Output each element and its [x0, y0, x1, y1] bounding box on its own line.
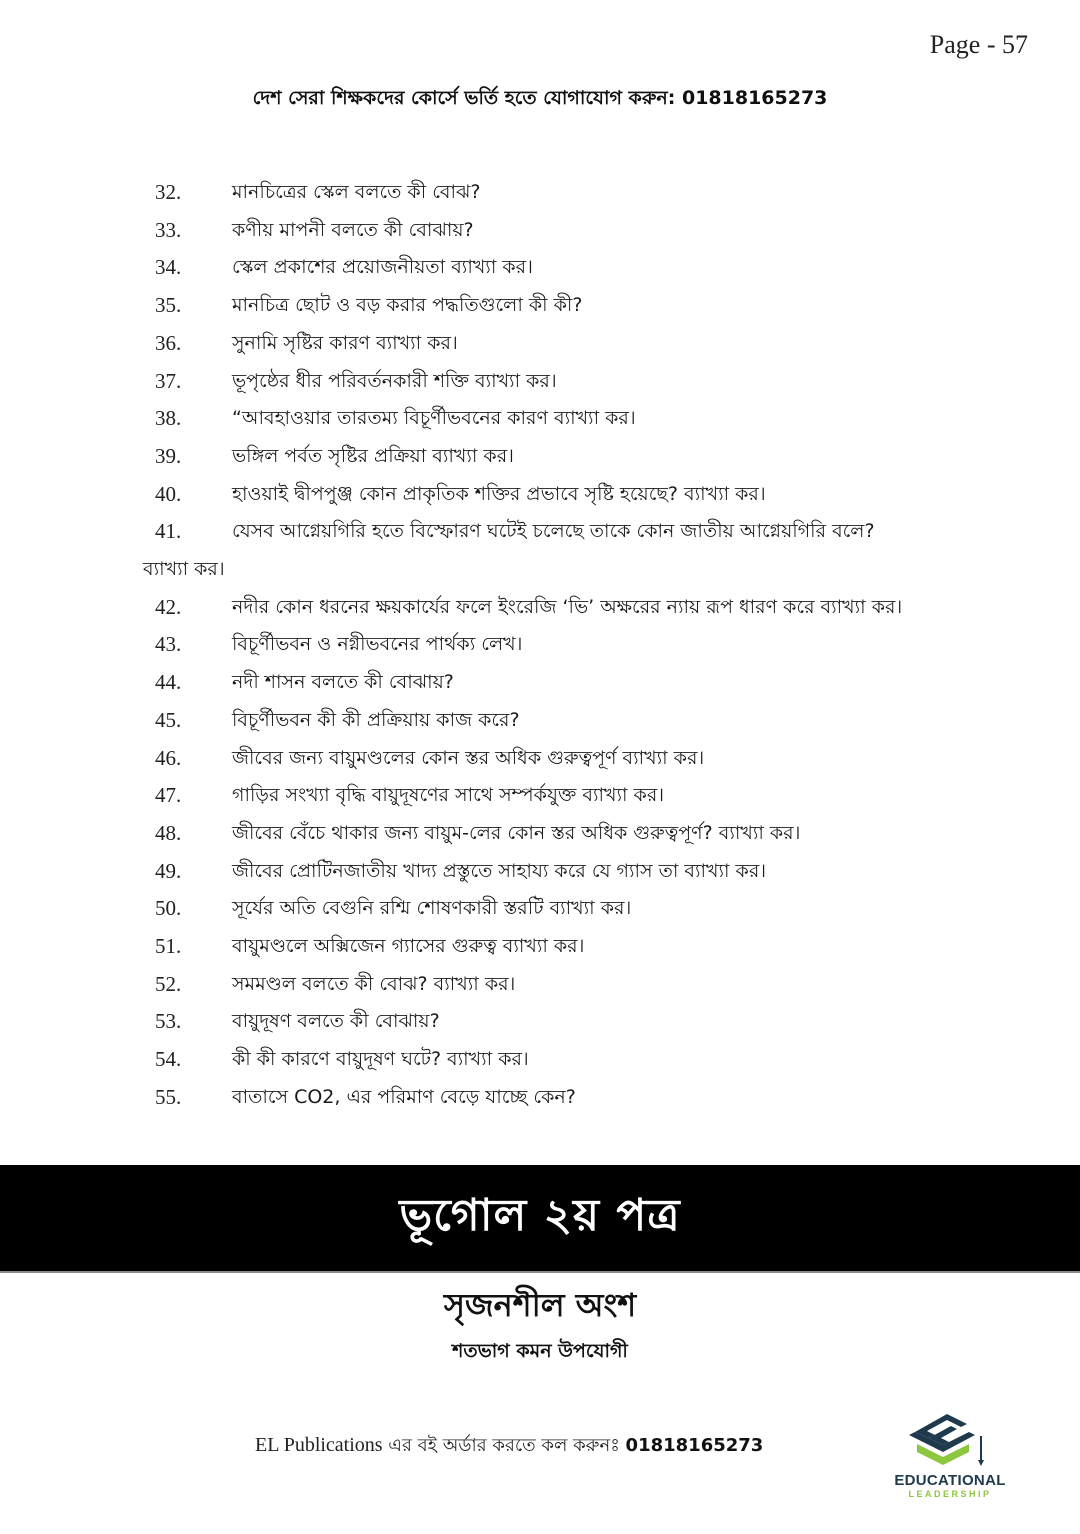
question-text: মানচিত্র ছোট ও বড় করার পদ্ধতিগুলো কী কী? — [232, 294, 583, 317]
question-number: 35. — [155, 293, 182, 318]
question-item — [143, 589, 903, 627]
question-item — [143, 476, 903, 514]
question-item — [143, 626, 903, 664]
subject-title: ভূগোল ২য় পত্র — [399, 1189, 681, 1241]
question-number: 33. — [155, 217, 182, 242]
question-number: 37. — [155, 368, 182, 393]
question-item — [143, 325, 903, 363]
question-item — [143, 287, 903, 325]
question-item — [143, 513, 903, 588]
question-text: জীবের জন্য বায়ুমণ্ডলের কোন স্তর অধিক গুরুত্বপূর্ণ ব্যাখ্যা কর। — [232, 746, 705, 769]
question-text: বিচূর্ণীভবন কী কী প্রক্রিয়ায় কাজ করে? — [232, 708, 520, 731]
question-number: 40. — [155, 481, 182, 506]
educational-leadership-logo — [880, 1410, 1020, 1510]
question-item — [143, 1041, 903, 1079]
question-number: 44. — [155, 670, 182, 695]
section-subtitle: শতভাগ কমন উপযোগী — [452, 1340, 628, 1362]
question-text: বাতাসে CO2, এর পরিমাণ বেড়ে যাচ্ছে কেন? — [232, 1085, 576, 1108]
question-text: ভূপৃষ্ঠের ধীর পরিবর্তনকারী শক্তি ব্যাখ্যা কর। — [232, 369, 557, 392]
question-number: 54. — [155, 1047, 182, 1072]
question-number: 32. — [155, 180, 182, 204]
footer-order-line — [255, 1431, 763, 1462]
question-item — [143, 212, 903, 250]
question-number: 42. — [155, 594, 182, 619]
question-number: 46. — [155, 745, 182, 770]
question-item — [143, 890, 903, 928]
footer-phone: 01818165273 — [625, 1435, 764, 1456]
page-number: Page - 57 — [929, 30, 1028, 59]
question-item — [143, 966, 903, 1004]
question-number: 55. — [155, 1084, 182, 1109]
question-text: নদী শাসন বলতে কী বোঝায়? — [232, 671, 454, 694]
question-text: কী কী কারণে বায়ুদূষণ ঘটে? ব্যাখ্যা কর। — [232, 1048, 529, 1071]
question-text: জীবের প্রোটিনজাতীয় খাদ্য প্রস্তুতে সাহায্য করে যে গ্যাস তা ব্যাখ্যা কর। — [232, 859, 767, 882]
question-item — [143, 438, 903, 476]
order-text: এর বই অর্ডার করতে কল করুনঃ — [382, 1435, 626, 1456]
question-text: “আবহাওয়ার তারতম্য বিচূর্ণীভবনের কারণ ব্যাখ্যা কর। — [232, 407, 636, 430]
question-item — [143, 664, 903, 702]
question-number: 41. — [155, 519, 182, 544]
publisher-name: EL Publications — [255, 1434, 383, 1456]
question-text: বিচূর্ণীভবন ও নগ্নীভবনের পার্থক্য লেখ। — [232, 633, 523, 656]
question-text: বায়ুদূষণ বলতে কী বোঝায়? — [232, 1010, 440, 1033]
question-item — [143, 702, 903, 740]
section-title: সৃজনশীল অংশ — [443, 1286, 637, 1324]
question-number: 50. — [155, 896, 182, 921]
question-number: 43. — [155, 632, 182, 657]
logo-subtext: LEADERSHIP — [908, 1489, 992, 1499]
question-text: নদীর কোন ধরনের ক্ষয়কার্যের ফলে ইংরেজি ‘ভি’ অক্ষরের ন্যায় রূপ ধারণ করে ব্যাখ্যা কর। — [232, 595, 903, 618]
question-number: 34. — [155, 255, 182, 280]
question-item — [143, 853, 903, 891]
question-number: 36. — [155, 330, 182, 355]
question-item — [143, 740, 903, 778]
question-text: সমমণ্ডল বলতে কী বোঝ? ব্যাখ্যা কর। — [232, 972, 516, 995]
question-number: 53. — [155, 1009, 182, 1034]
question-item — [143, 1003, 903, 1041]
question-item — [143, 400, 903, 438]
question-number: 45. — [155, 707, 182, 732]
question-item — [143, 815, 903, 853]
question-text: সূর্যের অতি বেগুনি রশ্মি শোষণকারী স্তরটি ব্যাখ্যা কর। — [232, 897, 632, 920]
question-item — [143, 249, 903, 287]
question-text: মানচিত্রের স্কেল বলতে কী বোঝ? — [232, 181, 481, 203]
question-item — [143, 777, 903, 815]
question-text: গাড়ির সংখ্যা বৃদ্ধি বায়ুদূষণের সাথে সম্পর্কযুক্ত ব্যাখ্যা কর। — [232, 784, 665, 807]
question-text: জীবের বেঁচে থাকার জন্য বায়ুম-লের কোন স্তর অধিক গুরুত্বপূর্ণ? ব্যাখ্যা কর। — [232, 821, 801, 844]
question-text: যেসব আগ্নেয়গিরি হতে বিস্ফোরণ ঘটেই চলেছে তাকে কোন জাতীয় আগ্নেয়গিরি বলে? ব্যাখ্যা কর। — [143, 520, 875, 581]
question-item — [143, 1079, 903, 1117]
question-number: 52. — [155, 971, 182, 996]
subject-banner — [0, 1165, 1080, 1273]
question-text: ভঙ্গিল পর্বত সৃষ্টির প্রক্রিয়া ব্যাখ্যা কর। — [232, 444, 514, 467]
graduation-cap-e-icon — [905, 1410, 995, 1470]
logo-wordmark: EDUCATIONAL — [894, 1472, 1006, 1489]
question-text: কণীয় মাপনী বলতে কী বোঝায়? — [232, 218, 474, 241]
question-item — [143, 928, 903, 966]
course-contact-line: দেশ সেরা শিক্ষকদের কোর্সে ভর্তি হতে যোগাযোগ করুন: 01818165273 — [252, 87, 828, 109]
question-text: সুনামি সৃষ্টির কারণ ব্যাখ্যা কর। — [232, 331, 458, 354]
question-number: 49. — [155, 858, 182, 883]
question-number: 47. — [155, 783, 182, 808]
question-number: 38. — [155, 406, 182, 431]
question-text: হাওয়াই দ্বীপপুঞ্জ কোন প্রাকৃতিক শক্তির প্রভাবে সৃষ্টি হয়েছে? ব্যাখ্যা কর। — [232, 482, 766, 505]
question-number: 39. — [155, 443, 182, 468]
question-text: স্কেল প্রকাশের প্রয়োজনীয়তা ব্যাখ্যা কর। — [232, 256, 533, 279]
question-number: 48. — [155, 820, 182, 845]
question-item — [143, 174, 903, 212]
question-text: বায়ুমণ্ডলে অক্সিজেন গ্যাসের গুরুত্ব ব্যাখ্যা কর। — [232, 935, 585, 958]
question-number: 51. — [155, 934, 182, 959]
question-list — [143, 174, 903, 1117]
question-item — [143, 363, 903, 401]
